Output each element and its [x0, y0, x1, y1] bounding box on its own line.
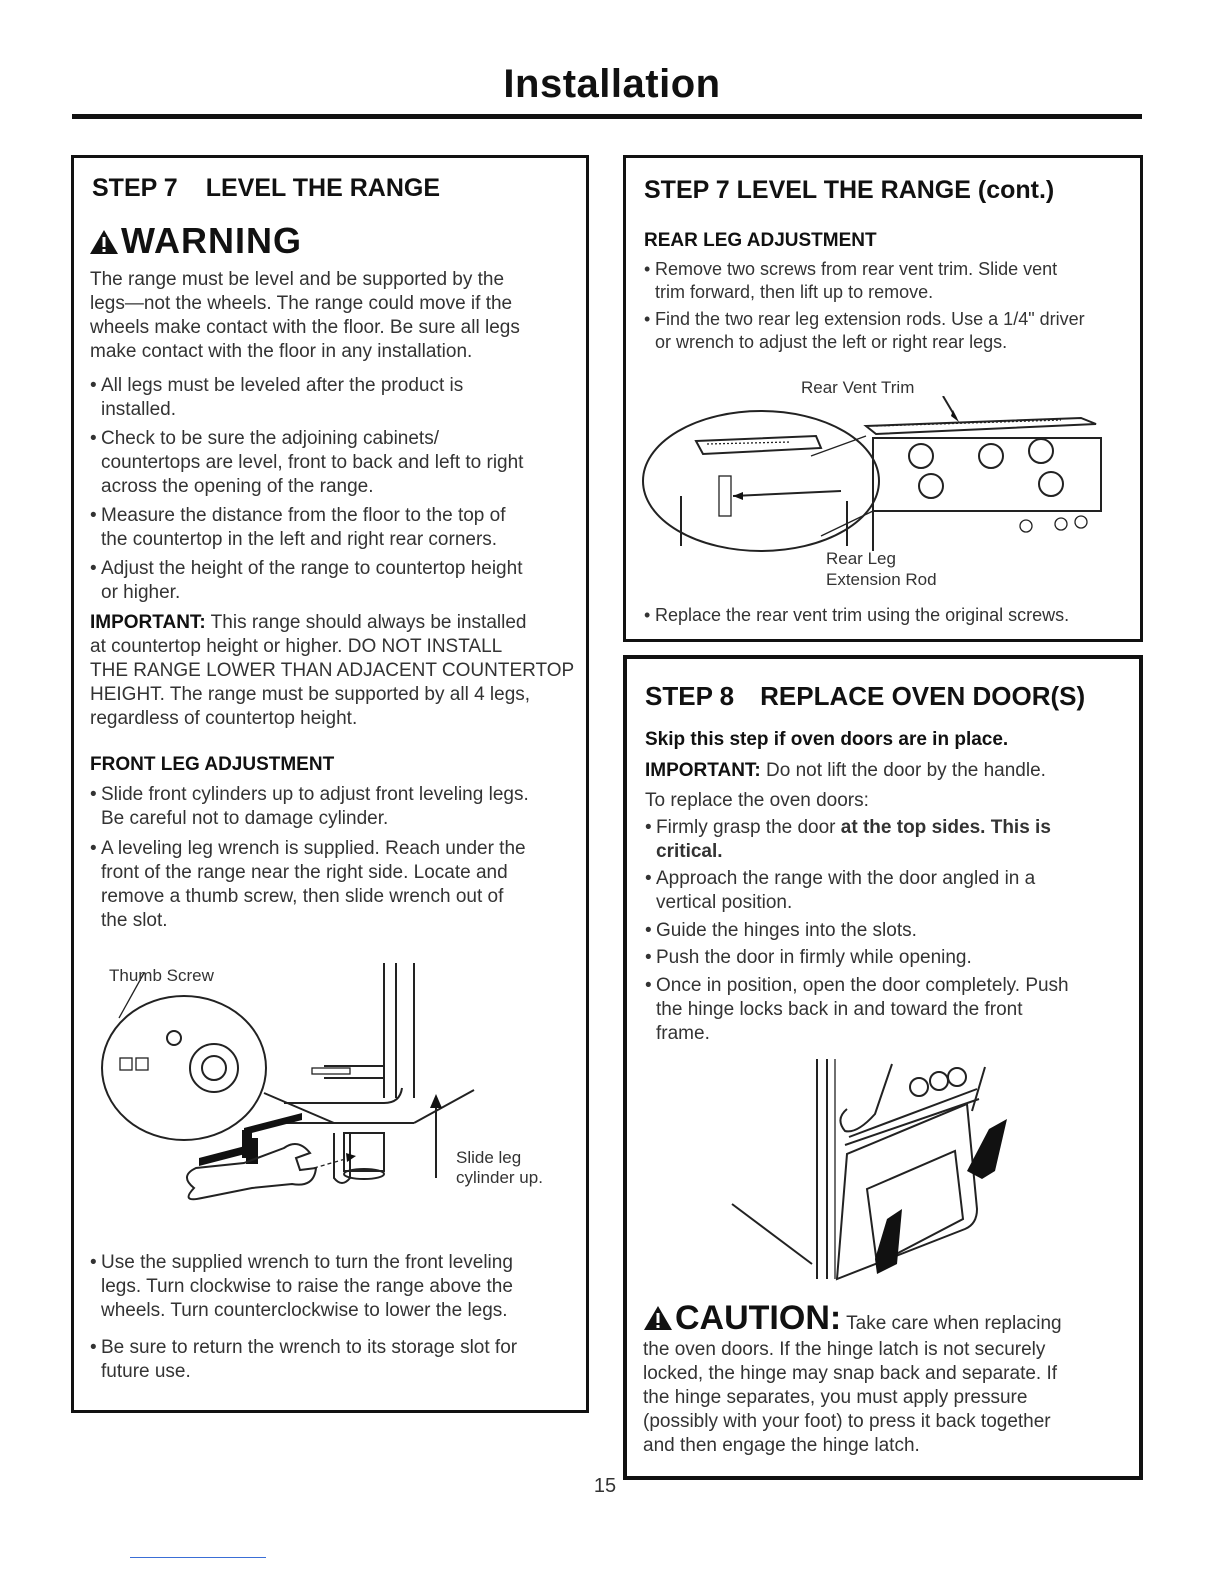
rear-vent-trim-label: Rear Vent Trim [801, 378, 915, 397]
level-bullet: • Measure the distance from the floor to the top of the countertop in the left and right rear corners. [90, 505, 506, 550]
step7-title: LEVEL THE RANGE [205, 174, 440, 202]
front-leg-heading: FRONT LEG ADJUSTMENT [90, 754, 335, 775]
level-bullet: • Check to be sure the adjoining cabinets/ countertops are level, front to back and left to right across the opening of the range. [90, 428, 524, 497]
title-rule [72, 114, 1142, 119]
page-title: Installation [503, 62, 721, 106]
front-leg-illustration [84, 948, 574, 1248]
bottom-link-underline[interactable] [130, 1557, 266, 1558]
page-number: 15 [593, 1475, 617, 1497]
step8-number: STEP 8 [645, 681, 735, 711]
step8-panel [623, 655, 1143, 1480]
door-bullet: • Firmly grasp the door at the top sides. This is critical. [645, 817, 1051, 862]
rear-leg-heading: REAR LEG ADJUSTMENT [644, 230, 877, 251]
rear-leg-bullet: • Remove two screws from rear vent trim. Slide vent trim forward, then lift up to remove. [644, 259, 1058, 302]
important-note: IMPORTANT: This range should always be installed at countertop height or higher. DO NOT INSTALL THE RANGE LOWER THAN ADJACENT COUNTERTOP HEIGHT. The range must be supported by all 4 legs, regardless of countertop height. [90, 612, 575, 729]
skip-note: Skip this step if oven doors are in place. [645, 729, 1009, 750]
slide-leg-label: Slide leg cylinder up. [456, 1148, 543, 1187]
step7-cont-panel [623, 155, 1143, 642]
step7-panel [71, 155, 589, 1413]
step7-number: STEP 7 [92, 174, 178, 202]
important-label: IMPORTANT: [90, 612, 206, 633]
step8-important-label: IMPORTANT: [645, 760, 761, 781]
caution-block: CAUTION: Take care when replacing the oven doors. If the hinge latch is not securely locked, the hinge may snap back and separate. If the hinge separates, you must apply pressure (possibly with your foot) to press it back together and then engage the hinge latch. [643, 1299, 1133, 1458]
front-leg-bullet: • A leveling leg wrench is supplied. Reach under the front of the range near the right side. Locate and remove a thumb screw, then slide wrench out of the slot. [90, 838, 526, 931]
door-bullet: • Once in position, open the door completely. Push the hinge locks back in and toward the front frame. [645, 975, 1069, 1044]
front-leg-bullet: • Slide front cylinders up to adjust front leveling legs. Be careful not to damage cylinder. [90, 784, 529, 829]
wrench-bullet: • Be sure to return the wrench to its storage slot for future use. [90, 1337, 518, 1382]
warning-triangle-icon [89, 223, 119, 265]
caution-label: CAUTION: [675, 1299, 842, 1337]
rear-vent-illustration [641, 396, 1121, 556]
warning-line: make contact with the floor in any installation. [90, 341, 473, 362]
oven-door-illustration [727, 1059, 1047, 1284]
warning-line: legs—not the wheels. The range could move if the [90, 293, 513, 314]
thumb-screw-label: Thumb Screw [109, 966, 214, 985]
step8-important: IMPORTANT: Do not lift the door by the handle. [645, 760, 1046, 781]
step7-cont-heading: STEP 7 LEVEL THE RANGE (cont.) [644, 176, 1055, 204]
door-bullet: • Push the door in firmly while opening. [645, 947, 972, 968]
warning-heading [89, 220, 302, 265]
rear-leg-rod-label: Rear Leg Extension Rod [826, 549, 937, 589]
step8-intro: To replace the oven doors: [645, 790, 869, 811]
caution-triangle-icon [643, 1304, 673, 1337]
step8-heading [645, 681, 1085, 712]
level-bullet: • Adjust the height of the range to countertop height or higher. [90, 558, 523, 603]
step7-heading [92, 174, 440, 203]
warning-line: wheels make contact with the floor. Be sure all legs [90, 317, 520, 338]
rear-vent-replace-bullet: • Replace the rear vent trim using the original screws. [644, 605, 1070, 625]
rear-leg-bullet: • Find the two rear leg extension rods. Use a 1/4" driver or wrench to adjust the left or right rear legs. [644, 309, 1085, 352]
wrench-bullet: • Use the supplied wrench to turn the front leveling legs. Turn clockwise to raise the range above the wheels. Turn counterclockwise to lower the legs. [90, 1252, 513, 1321]
door-bullet: • Approach the range with the door angled in a vertical position. [645, 868, 1036, 913]
door-bullet: • Guide the hinges into the slots. [645, 920, 917, 941]
caution-text: the oven doors. If the hinge latch is not securely locked, the hinge may snap back and separate. If the hinge separates, you must apply pressure (possibly with your foot) to press it back together and then engage the hinge latch. [643, 1339, 1058, 1456]
level-bullet: • All legs must be leveled after the product is installed. [90, 375, 464, 420]
step8-title: REPLACE OVEN DOOR(S) [760, 681, 1086, 711]
warning-text [90, 268, 580, 364]
warning-label: WARNING [121, 220, 302, 261]
warning-line: The range must be level and be supported by the [90, 269, 505, 290]
